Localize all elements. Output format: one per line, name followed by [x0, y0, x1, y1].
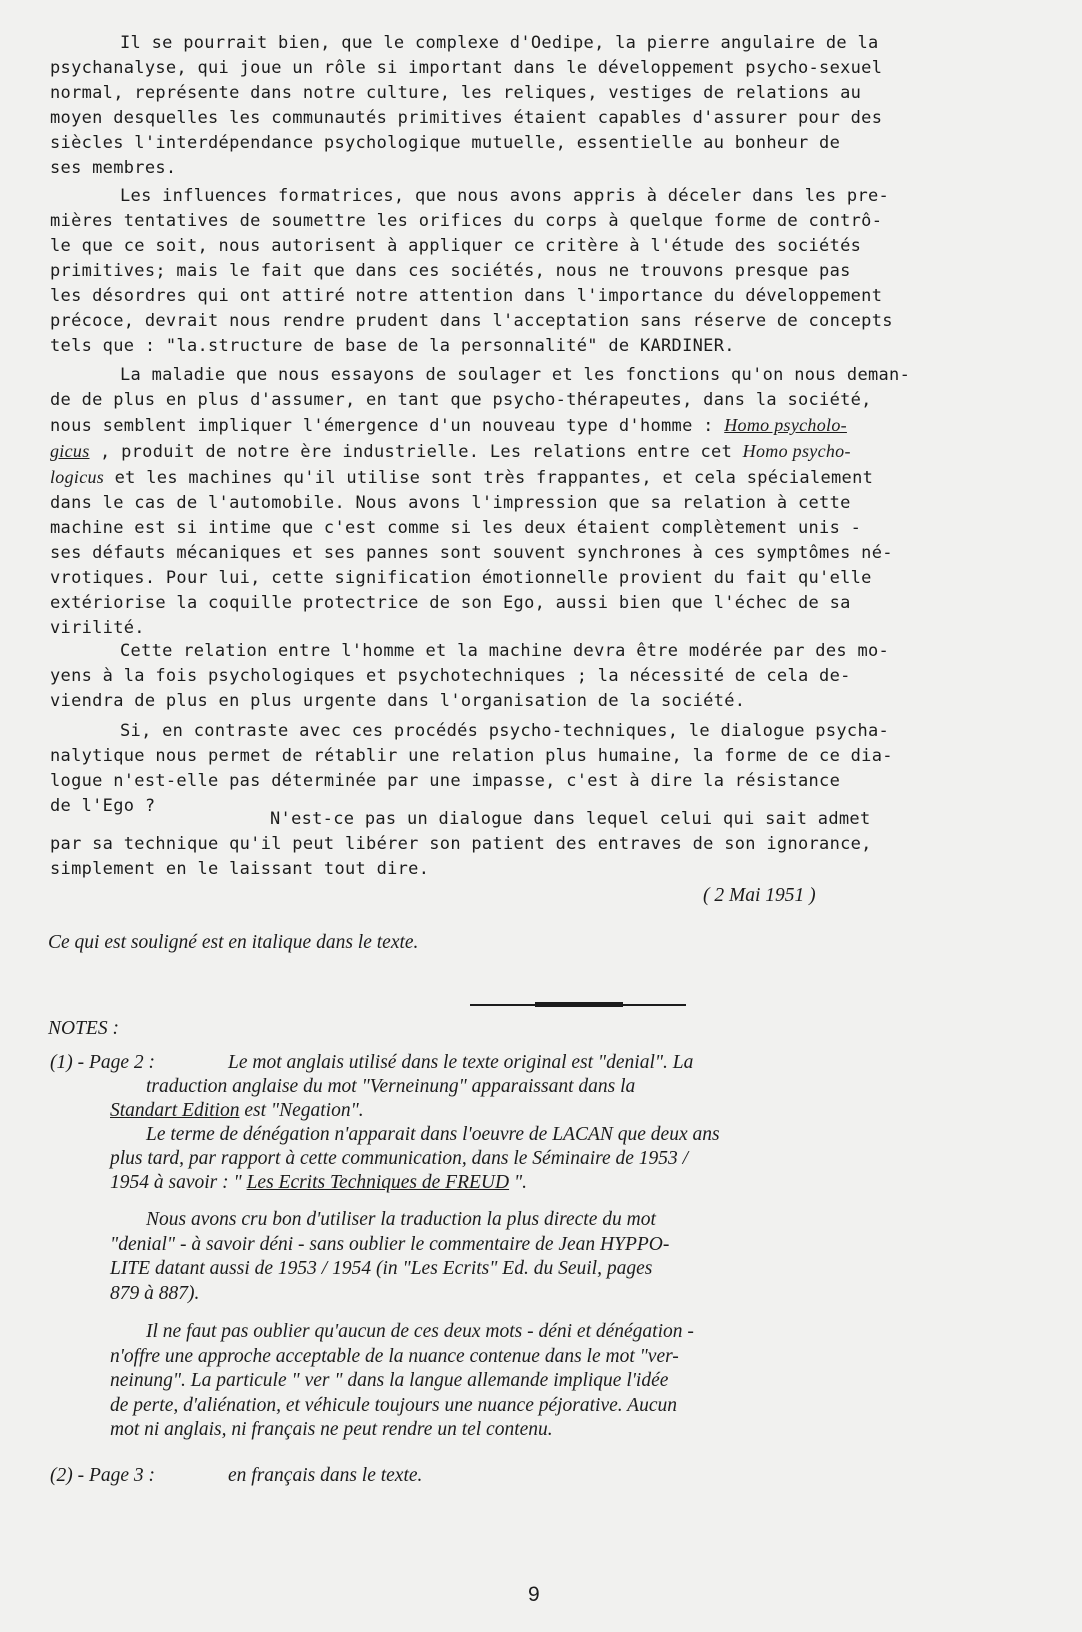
text-line: machine est si intime que c'est comme si les deux étaient complètement unis - — [50, 518, 862, 538]
text-line: le que ce soit, nous autorisent à appliquer ce critère à l'étude des sociétés — [50, 236, 862, 256]
text-line: simplement en le laissant tout dire. — [50, 859, 430, 879]
text-line: nalytique nous permet de rétablir une relation plus humaine, la forme de ce dia- — [50, 746, 893, 766]
text-line: Les influences formatrices, que nous avons appris à déceler dans les pre- — [120, 186, 890, 206]
paragraph-influences — [50, 184, 1035, 359]
note1-text: ". — [509, 1172, 528, 1193]
note1-line: Le mot anglais utilisé dans le texte original est "denial". La — [228, 1052, 694, 1073]
note2-text: en français dans le texte. — [228, 1465, 423, 1486]
note1-line: traduction anglaise du mot "Verneinung" apparaissant dans la — [146, 1076, 636, 1097]
text-line: tels que : "la.structure de base de la personnalité" de KARDINER. — [50, 336, 735, 356]
paragraph-oedipe — [50, 31, 1035, 181]
text-line: primitives; mais le fait que dans ces sociétés, nous ne trouvons presque pas — [50, 261, 851, 281]
underlined-term: gicus — [50, 441, 90, 461]
text-line: mières tentatives de soumettre les orifices du corps à quelque forme de contrô- — [50, 211, 883, 231]
paragraph-relation — [50, 639, 1035, 714]
italic-term: Homo psycho- — [742, 441, 851, 461]
text-line: Si, en contraste avec ces procédés psycho-techniques, le dialogue psycha- — [120, 721, 890, 741]
standard-edition-title: Standart Edition — [110, 1100, 240, 1121]
text-line: La maladie que nous essayons de soulager et les fonctions qu'on nous deman- — [120, 365, 911, 385]
text-line: moyen desquelles les communautés primitives étaient capables d'assurer pour des — [50, 108, 883, 128]
text-line: et les machines qu'il utilise sont très frappantes, et cela spécialement — [104, 468, 874, 488]
note1-paragraph-2 — [110, 1208, 1016, 1306]
page-number: 9 — [528, 1583, 540, 1606]
text-line: Il se pourrait bien, que le complexe d'Oedipe, la pierre angulaire de la — [120, 33, 879, 53]
text-line: ses membres. — [50, 158, 177, 178]
underlined-term: Homo psycholo- — [724, 415, 847, 435]
note1-label: (1) - Page 2 : — [50, 1052, 156, 1073]
text-line: N'est-ce pas un dialogue dans lequel celui qui sait admet — [270, 809, 871, 829]
italic-term: logicus — [50, 467, 105, 487]
note1-line: mot ni anglais, ni français ne peut rendre un tel contenu. — [110, 1419, 553, 1440]
text-line: logue n'est-elle pas déterminée par une impasse, c'est à dire la résistance — [50, 771, 841, 791]
text-line: , produit de notre ère industrielle. Les relations entre cet — [89, 442, 743, 462]
text-line: précoce, devrait nous rendre prudent dans l'acceptation sans réserve de concepts — [50, 311, 893, 331]
text-line: virilité. — [50, 618, 145, 638]
text-line: de l'Ego ? — [50, 796, 156, 816]
note1-line: Il ne faut pas oublier qu'aucun de ces deux mots - déni et dénégation - — [146, 1321, 694, 1342]
text-line: normal, représente dans notre culture, les reliques, vestiges de relations au — [50, 83, 862, 103]
notes-heading: NOTES : — [48, 1018, 119, 1039]
italic-note: Ce qui est souligné est en italique dans le texte. — [48, 932, 419, 953]
note1-text: est "Negation". — [239, 1100, 364, 1121]
note2-label: (2) - Page 3 : — [50, 1465, 156, 1486]
note1-line: Le terme de dénégation n'apparait dans l'oeuvre de LACAN que deux ans — [146, 1124, 720, 1145]
note1-line: neinung". La particule " ver " dans la langue allemande implique l'idée — [110, 1370, 669, 1391]
text-line: psychanalyse, qui joue un rôle si important dans le développement psycho-sexuel — [50, 58, 883, 78]
text-line: viendra de plus en plus urgente dans l'organisation de la société. — [50, 691, 746, 711]
note1-line — [110, 1099, 364, 1124]
text-line: Cette relation entre l'homme et la machine devra être modérée par des mo- — [120, 641, 890, 661]
text-line: de de plus en plus d'assumer, en tant que psycho-thérapeutes, dans la société, — [50, 390, 872, 410]
note1-line: plus tard, par rapport à cette communication, dans le Séminaire de 1953 / — [110, 1148, 689, 1169]
text-line: yens à la fois psychologiques et psychotechniques ; la nécessité de cela de- — [50, 666, 851, 686]
note1-line: Nous avons cru bon d'utiliser la traduction la plus directe du mot — [146, 1209, 656, 1230]
note1-line: "denial" - à savoir déni - sans oublier le commentaire de Jean HYPPO- — [110, 1233, 670, 1255]
note1-line — [110, 1171, 527, 1196]
text-line: siècles l'interdépendance psychologique mutuelle, essentielle au bonheur de — [50, 133, 841, 153]
ecrits-techniques-title: Les Ecrits Techniques de FREUD — [246, 1172, 510, 1193]
note1-line: LITE datant aussi de 1953 / 1954 (in "Les Ecrits" Ed. du Seuil, pages — [110, 1258, 653, 1279]
paragraph-maladie — [50, 363, 1035, 641]
text-line: par sa technique qu'il peut libérer son patient des entraves de son ignorance, — [50, 834, 872, 854]
text-line: dans le cas de l'automobile. Nous avons l'impression que sa relation à cette — [50, 493, 851, 513]
note1-line: de perte, d'aliénation, et véhicule toujours une nuance péjorative. Aucun — [110, 1394, 677, 1416]
note1-line: n'offre une approche acceptable de la nuance contenue dans le mot "ver- — [110, 1345, 679, 1367]
text-line: vrotiques. Pour lui, cette signification émotionnelle provient du fait qu'elle — [50, 568, 872, 588]
note1-text: 1954 à savoir : " — [110, 1172, 247, 1193]
separator-rule-center — [535, 1002, 623, 1007]
note1-paragraph-3 — [110, 1320, 1016, 1443]
text-line: extériorise la coquille protectrice de son Ego, aussi bien que l'échec de sa — [50, 593, 851, 613]
text-line: les désordres qui ont attiré notre attention dans l'importance du développement — [50, 286, 883, 306]
text-line: nous semblent impliquer l'émergence d'un nouveau type d'homme : — [50, 416, 725, 436]
paragraph-dialogue — [50, 719, 1035, 794]
note1-line: 879 à 887). — [110, 1282, 200, 1304]
date-line: ( 2 Mai 1951 ) — [703, 885, 816, 906]
text-line: ses défauts mécaniques et ses pannes sont souvent synchrones à ces symptômes né- — [50, 543, 893, 563]
